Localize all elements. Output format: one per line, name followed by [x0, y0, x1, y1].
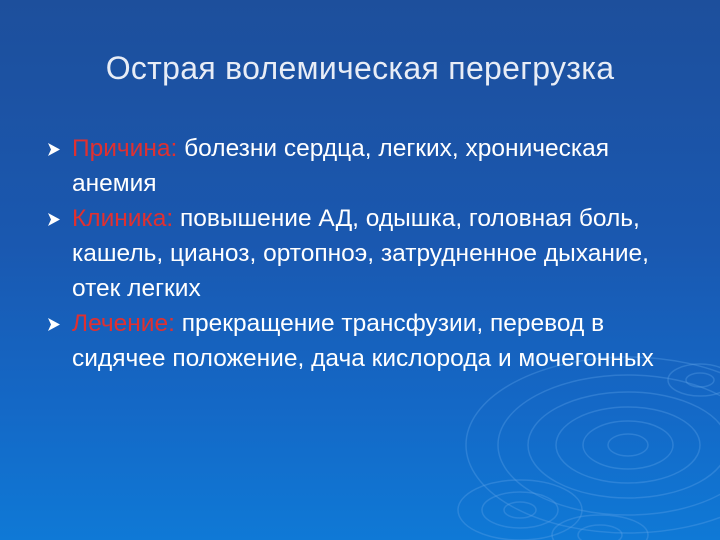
slide-title: Острая волемическая перегрузка	[105, 50, 615, 86]
arrow-bullet-icon	[46, 142, 62, 157]
bullet-item-clinic	[46, 201, 676, 306]
bullet-text: болезни сердца, легких, хроническая анемия	[72, 135, 610, 197]
arrow-bullet-icon	[46, 317, 62, 332]
bullet-label: Клиника:	[72, 205, 174, 232]
bullet-text: прекращение трансфузии, перевод в сидячее положение, дача кислорода и мочегонных	[72, 310, 654, 372]
bullet-item-cause	[46, 131, 676, 201]
bullet-item-treatment	[46, 306, 676, 376]
bullet-label: Причина:	[72, 135, 178, 162]
bullet-text: повышение АД, одышка, головная боль, кашель, цианоз, ортопноэ, затрудненное дыхание, отек легких	[72, 205, 649, 302]
bullet-list	[46, 131, 676, 376]
arrow-bullet-icon	[46, 212, 62, 227]
bullet-label: Лечение:	[72, 310, 175, 337]
